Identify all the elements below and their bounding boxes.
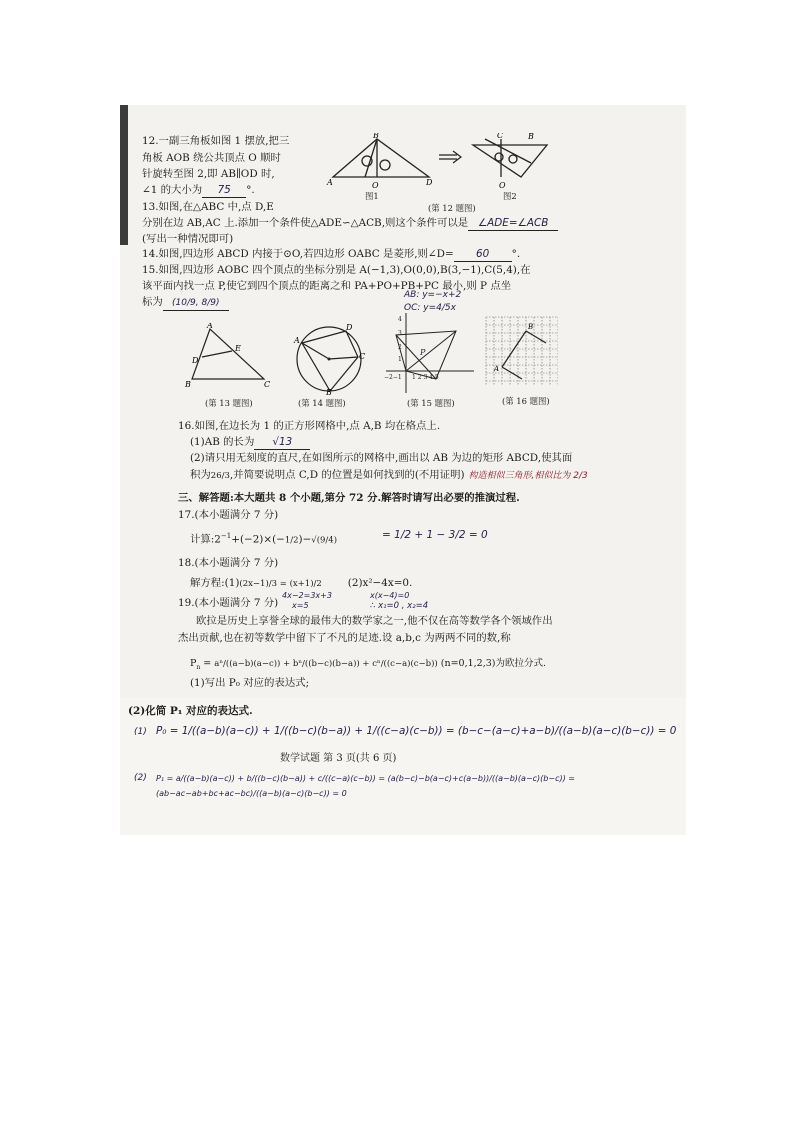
q16-line2: (1)AB 的长为 √13: [190, 436, 310, 450]
q17-heading: 17.(本小题满分 7 分): [178, 509, 279, 521]
fig1-label-d: D: [426, 178, 433, 187]
svg-text:D: D: [192, 356, 199, 365]
svg-text:−2−1: −2−1: [384, 374, 402, 381]
fig1-caption: 图1: [365, 191, 379, 201]
svg-text:A: A: [294, 336, 300, 345]
q19-sub2: (2)化简 P₁ 对应的表达式.: [128, 705, 253, 717]
q12-line3: 针旋转至图 2,即 AB∥OD 时,: [142, 168, 275, 180]
strip-line1-label: (1): [134, 727, 147, 737]
q15-note-oc: OC: y=4/5x: [404, 303, 456, 313]
fig15-caption: (第 15 题图): [407, 398, 455, 408]
fig2-label-o: O: [499, 181, 506, 190]
q13-line2: 分别在边 AB,AC 上.添加一个条件使△ADE∽△ACB,则这个条件可以是 ∠ADE=∠ACB: [142, 217, 558, 231]
svg-text:4: 4: [398, 316, 402, 323]
fig2-label-c: C: [497, 133, 504, 140]
q16-line1: 16.如图,在边长为 1 的正方形网格中,点 A,B 均在格点上.: [178, 420, 441, 432]
svg-text:1: 1: [398, 356, 402, 363]
q19-line2: 杰出贡献,也在初等数学中留下了不凡的足迹.设 a,b,c 为两两不同的数,称: [178, 632, 511, 644]
strip-line1-work: P₀ = 1/((a−b)(a−c)) + 1/((b−c)(b−a)) + 1/((c−a)(c−b)) = (b−c−(a−c)+a−b)/((a−b)(a−c)(b−c)) = 0: [156, 725, 677, 737]
q13-figure: [180, 323, 270, 391]
q16-line3: (2)请只用无刻度的直尺,在如图所示的网格中,画出以 AB 为边的矩形 ABCD,使其面: [190, 452, 573, 464]
q12-line2: 角板 AOB 绕公共顶点 O 顺时: [142, 152, 281, 164]
fig16-caption: (第 16 题图): [502, 396, 550, 406]
strip-line2-work: P₁ = a/((a−b)(a−c)) + b/((b−c)(b−a)) + c/((c−a)(c−b)) = (a(b−c)−b(a−c)+c(a−b))/((a−b)(a−c)(b−c)) = (ab−ac−ab+bc+ac−bc)/((a−b)(a−c)(b−c)) = 0: [156, 774, 575, 798]
q19-heading: 19.(本小题满分 7 分): [178, 597, 279, 609]
q16-line4: 积为26/3,并简要说明点 C,D 的位置是如何找到的(不用证明) 构造相似三角形,相似比为 2/3: [190, 469, 588, 481]
svg-text:B: B: [185, 380, 191, 389]
fig2-caption: 图2: [503, 191, 517, 201]
q15-line3: 标为 (10/9, 8/9): [142, 296, 229, 311]
q12-figure-caption: (第 12 题图): [428, 203, 476, 213]
q18-work4: ∴ x₁=0 , x₂=4: [370, 601, 429, 611]
q15-figure: [382, 309, 478, 395]
q15-line1: 15.如图,四边形 AOBC 四个顶点的坐标分别是 A(−1,3),O(0,0),B(3,−1),C(5,4),在: [142, 264, 531, 276]
q12-figures: [325, 133, 565, 195]
q12-arrow-icon: [439, 151, 461, 163]
q16-answer1: √13: [254, 436, 310, 450]
q14-figure: [290, 321, 368, 395]
q18-expression: 解方程:(1)(2x−1)/3 = (x+1)/2 (2)x²−4x=0.: [190, 577, 413, 589]
svg-text:A: A: [494, 365, 500, 373]
q17-work: = 1/2 + 1 − 3/2 = 0: [382, 529, 488, 541]
fig13-caption: (第 13 题图): [205, 398, 253, 408]
fig1-label-a: A: [327, 178, 333, 187]
q15-answer: (10/9, 8/9): [163, 297, 229, 311]
svg-text:2: 2: [398, 344, 402, 351]
q16-grid-figure: [482, 313, 558, 387]
svg-text:C: C: [359, 352, 366, 361]
q14-line: 14.如图,四边形 ABCD 内接于⊙O,若四边形 OABC 是菱形,则∠D= 60 °.: [142, 248, 521, 260]
q18-work3: x(x−4)=0: [370, 591, 410, 600]
q15-note-ab: AB: y=−x+2: [404, 290, 462, 300]
q12-line4: ∠1 的大小为 75 °.: [142, 184, 255, 196]
q15-line2: 该平面内找一点 P,使它到四个顶点的距离之和 PA+PO+PB+PC 最小,则 P 点坐: [142, 280, 512, 292]
svg-text:P: P: [420, 348, 426, 357]
strip-line2-label: (2): [134, 773, 147, 783]
page-footer: 数学试题 第 3 页(共 6 页): [280, 753, 397, 764]
fig2-label-b: B: [528, 133, 534, 141]
section3-heading: 三、解答题:本大题共 8 个小题,第分 72 分.解答时请写出必要的推演过程.: [178, 492, 520, 504]
q13-line1: 13.如图,在△ABC 中,点 D,E: [142, 201, 274, 213]
q12-figure1: [333, 139, 429, 177]
q12-line1: 12.一副三角板如图 1 摆放,把三: [142, 135, 290, 147]
svg-text:E: E: [235, 344, 241, 353]
q19-line1: 欧拉是历史上享誉全球的最伟大的数学家之一,他不仅在高等数学各个领域作出: [196, 615, 553, 627]
q12-answer: 75: [202, 184, 246, 198]
handwritten-answer-strip: [120, 697, 686, 835]
fig14-caption: (第 14 题图): [298, 398, 346, 408]
svg-text:3: 3: [398, 330, 402, 337]
svg-text:B: B: [326, 388, 332, 395]
q16-answer2: 构造相似三角形,相似比为 2/3: [468, 471, 588, 481]
q19-formula: $P_n = a^n/((a-b)(a-c)) + b^n/((b-c)(b-a)) + c^n/((c-a)(c-b))$ (n=0,1,2,3)为欧拉分式.: [190, 658, 547, 671]
q18-heading: 18.(本小题满分 7 分): [178, 557, 279, 569]
exam-page-scan: [120, 105, 686, 697]
fig1-label-b: B: [373, 133, 379, 140]
scan-dark-edge: [120, 105, 128, 245]
q18-work1: 4x−2=3x+3: [282, 591, 332, 600]
svg-text:A: A: [207, 323, 213, 330]
svg-text:1 2 3 4 5: 1 2 3 4 5: [412, 374, 439, 381]
q17-expression: 计算$:2^{-1}+(-2)\times(-1/2)-√(9/4)$: [190, 532, 338, 546]
q19-sub1: (1)写出 P₀ 对应的表达式;: [190, 677, 310, 689]
svg-text:D: D: [346, 323, 353, 332]
q13-line3: (写出一种情况即可): [142, 233, 234, 245]
q13-answer: ∠ADE=∠ACB: [468, 217, 558, 231]
q12-figure2: [473, 139, 547, 177]
q14-answer: 60: [454, 248, 512, 262]
q18-work2: x=5: [292, 601, 309, 610]
svg-text:C: C: [264, 380, 270, 389]
svg-text:B: B: [528, 323, 534, 331]
fig1-label-o: O: [372, 181, 379, 190]
